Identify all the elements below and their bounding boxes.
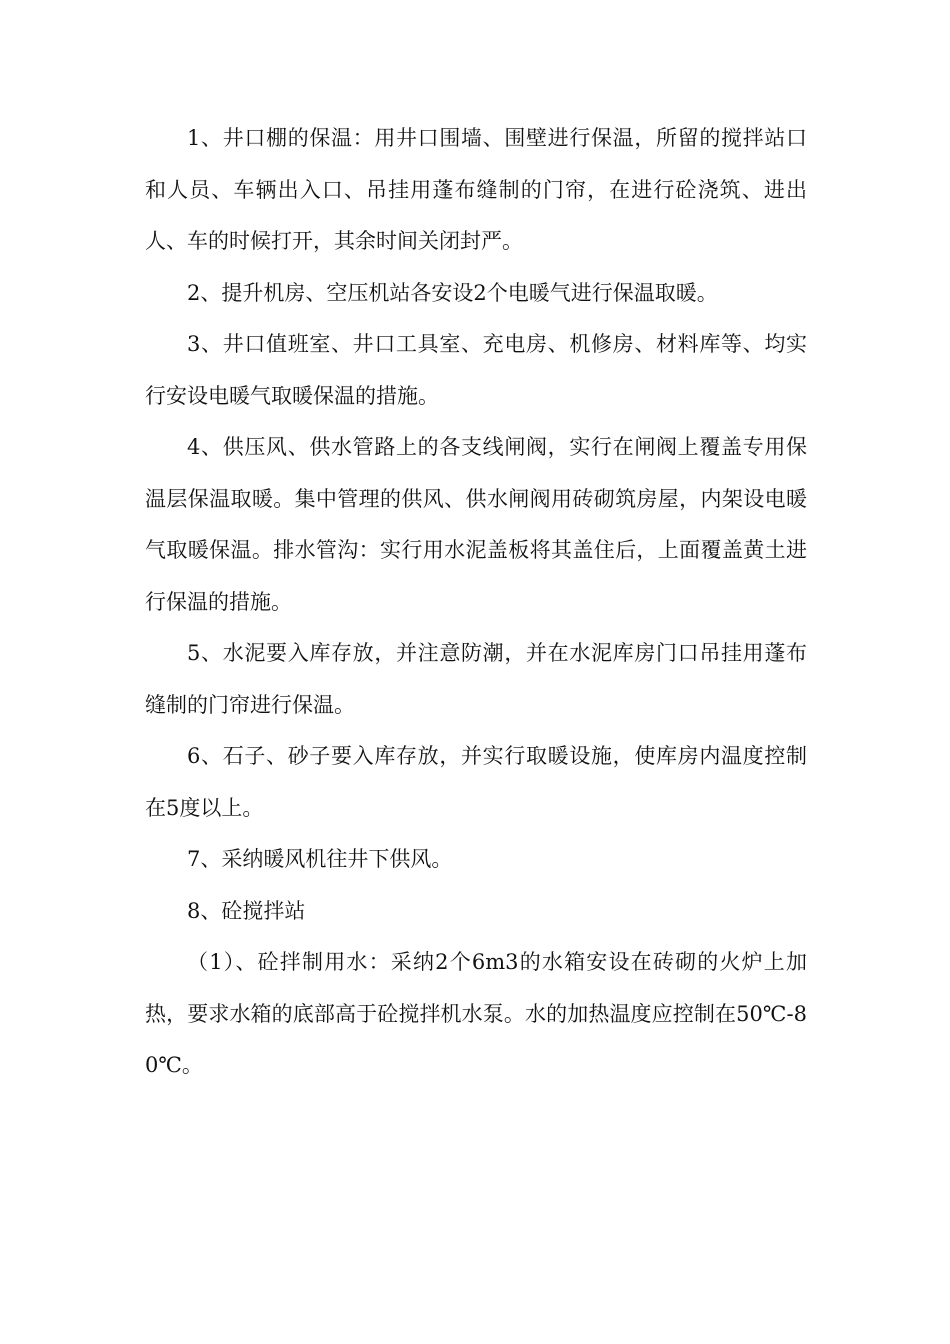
paragraph-cement-storage: 5、水泥要入库存放，并注意防潮，并在水泥库房门口吊挂用蓬布缝制的门帘进行保温。 — [145, 641, 807, 717]
paragraph-wellhead-insulation: 1、井口棚的保温：用井口围墙、围壁进行保温，所留的搅拌站口和人员、车辆出入口、吊挂用蓬布缝制的门帘，在进行砼浇筑、进出人、车的时候打开，其余时间关闭封严。 — [145, 126, 807, 253]
document-body — [145, 113, 807, 1092]
paragraph-valve-insulation: 4、供压风、供水管路上的各支线闸阀，实行在闸阀上覆盖专用保温层保温取暖。集中管理的供风、供水闸阀用砖砌筑房屋，内架设电暖气取暖保温。排水管沟：实行用水泥盖板将其盖住后，上面覆盖黄土进行保温的措施。 — [145, 435, 807, 614]
paragraph-air-heater: 7、采纳暖风机往井下供风。 — [187, 847, 453, 871]
paragraph-rooms-heating: 3、井口值班室、井口工具室、充电房、机修房、材料库等、均实行安设电暖气取暖保温的措施。 — [145, 332, 807, 408]
paragraph-mixing-station-heading: 8、砼搅拌站 — [187, 898, 306, 923]
paragraph-mixing-water: （1）、砼拌制用水：采纳2个6m3的水箱安设在砖砌的火炉上加热，要求水箱的底部高于砼搅拌机水泵。水的加热温度应控制在50℃-80℃。 — [145, 950, 807, 1077]
paragraph-aggregate-storage: 6、石子、砂子要入库存放，并实行取暖设施，使库房内温度控制在5度以上。 — [145, 744, 807, 820]
paragraph-hoist-room-heating: 2、提升机房、空压机站各安设2个电暖气进行保温取暖。 — [187, 280, 718, 305]
